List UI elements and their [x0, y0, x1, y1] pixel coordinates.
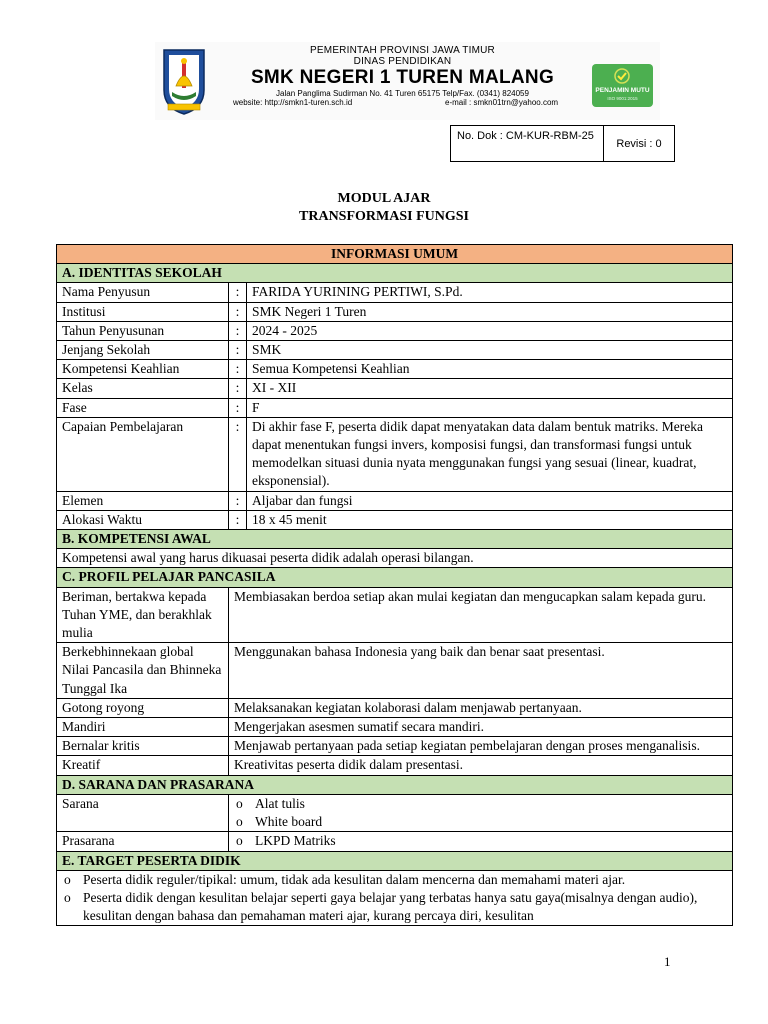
colon: : — [229, 379, 247, 398]
profile-description: Menggunakan bahasa Indonesia yang baik dan benar saat presentasi. — [229, 643, 733, 699]
list-item: o Alat tulis — [234, 795, 727, 813]
identity-value: FARIDA YURINING PERTIWI, S.Pd. — [247, 283, 733, 302]
school-email: e-mail : smkn01trn@yahoo.com — [445, 98, 559, 107]
identity-row — [57, 360, 733, 379]
colon: : — [229, 510, 247, 529]
profile-description: Mengerjakan asesmen sumatif secara mandiri. — [229, 718, 733, 737]
identity-value: 18 x 45 menit — [247, 510, 733, 529]
facility-list — [234, 795, 727, 831]
profile-row — [57, 587, 733, 643]
profile-dimension: Mandiri — [57, 718, 229, 737]
identity-value: Semua Kompetensi Keahlian — [247, 360, 733, 379]
identity-label: Institusi — [57, 302, 229, 321]
checkmark-icon — [614, 68, 630, 84]
identity-label: Tahun Penyusunan — [57, 321, 229, 340]
colon: : — [229, 398, 247, 417]
profile-description: Melaksanakan kegiatan kolaborasi dalam menjawab pertanyaan. — [229, 698, 733, 717]
target-list — [62, 871, 727, 926]
identity-value: SMK Negeri 1 Turen — [247, 302, 733, 321]
colon: : — [229, 283, 247, 302]
badge-sublabel: ISO 9001:2015 — [607, 96, 638, 101]
facility-label: Sarana — [57, 794, 229, 831]
profile-row — [57, 756, 733, 775]
profile-row — [57, 698, 733, 717]
identity-label: Alokasi Waktu — [57, 510, 229, 529]
government-name: PEMERINTAH PROVINSI JAWA TIMUR — [310, 45, 495, 56]
identity-label: Nama Penyusun — [57, 283, 229, 302]
profile-dimension: Kreatif — [57, 756, 229, 775]
letterhead — [155, 42, 660, 120]
facility-row — [57, 832, 733, 851]
profile-dimension: Berkebhinnekaan global Nilai Pancasila dan Bhinneka Tunggal Ika — [57, 643, 229, 699]
quality-assurance-badge — [592, 64, 653, 107]
page-number: 1 — [664, 954, 671, 969]
module-title-line-2: TRANSFORMASI FUNGSI — [299, 209, 469, 224]
module-title-line-1: MODUL AJAR — [337, 191, 431, 206]
module-title — [0, 190, 768, 226]
identity-label: Fase — [57, 398, 229, 417]
document-code-box — [450, 125, 675, 162]
identity-row — [57, 491, 733, 510]
revision-number: Revisi : 0 — [616, 137, 662, 150]
section-facilities: D. SARANA DAN PRASARANA — [57, 775, 733, 794]
school-address: Jalan Panglima Sudirman No. 41 Turen 65175 Telp/Fax. (0341) 824059 — [276, 89, 529, 98]
identity-value: Aljabar dan fungsi — [247, 491, 733, 510]
identity-label: Elemen — [57, 491, 229, 510]
identity-label: Jenjang Sekolah — [57, 341, 229, 360]
facility-items — [229, 794, 733, 831]
identity-row — [57, 321, 733, 340]
colon: : — [229, 360, 247, 379]
east-java-crest-icon — [160, 46, 208, 116]
section-initial-competence: B. KOMPETENSI AWAL — [57, 530, 733, 549]
profile-dimension: Beriman, bertakwa kepada Tuhan YME, dan berakhlak mulia — [57, 587, 229, 643]
target-students-cell — [57, 870, 733, 926]
identity-label: Kelas — [57, 379, 229, 398]
colon: : — [229, 491, 247, 510]
profile-dimension: Gotong royong — [57, 698, 229, 717]
profile-description: Kreativitas peserta didik dalam presentasi. — [229, 756, 733, 775]
identity-value: 2024 - 2025 — [247, 321, 733, 340]
identity-label: Capaian Pembelajaran — [57, 417, 229, 491]
initial-competence-text: Kompetensi awal yang harus dikuasai peserta didik adalah operasi bilangan. — [57, 549, 733, 568]
school-name: SMK NEGERI 1 TUREN MALANG — [250, 67, 555, 88]
profile-description: Membiasakan berdoa setiap akan mulai kegiatan dan mengucapkan salam kepada guru. — [229, 587, 733, 643]
profile-row — [57, 718, 733, 737]
identity-row — [57, 283, 733, 302]
colon: : — [229, 321, 247, 340]
identity-row — [57, 417, 733, 491]
colon: : — [229, 341, 247, 360]
colon: : — [229, 302, 247, 321]
list-item: o LKPD Matriks — [234, 832, 727, 850]
identity-row — [57, 302, 733, 321]
identity-value: F — [247, 398, 733, 417]
facility-label: Prasarana — [57, 832, 229, 851]
identity-row — [57, 341, 733, 360]
table-header: INFORMASI UMUM — [57, 245, 733, 264]
badge-label: PENJAMIN MUTU — [595, 87, 650, 94]
agency-name: DINAS PENDIDIKAN — [353, 56, 452, 67]
profile-description: Menjawab pertanyaan pada setiap kegiatan pembelajaran dengan proses menganalisis. — [229, 737, 733, 756]
identity-value: SMK — [247, 341, 733, 360]
profile-dimension: Bernalar kritis — [57, 737, 229, 756]
facility-row — [57, 794, 733, 831]
facility-items — [229, 832, 733, 851]
identity-row — [57, 510, 733, 529]
general-information-table — [56, 244, 733, 926]
section-target-students: E. TARGET PESERTA DIDIK — [57, 851, 733, 870]
identity-label: Kompetensi Keahlian — [57, 360, 229, 379]
list-item: o White board — [234, 813, 727, 831]
profile-row — [57, 643, 733, 699]
identity-row — [57, 398, 733, 417]
facility-list — [234, 832, 727, 850]
profile-row — [57, 737, 733, 756]
section-pancasila-profile: C. PROFIL PELAJAR PANCASILA — [57, 568, 733, 587]
list-item: o Peserta didik dengan kesulitan belajar seperti gaya belajar yang terbatas hanya satu gaya(misalnya dengan audio), kesulitan dengan bahasa dan pemahaman materi ajar, kurang percaya diri, kesulitan — [62, 889, 727, 925]
identity-value: XI - XII — [247, 379, 733, 398]
section-school-identity: A. IDENTITAS SEKOLAH — [57, 264, 733, 283]
school-website: website: http://smkn1-turen.sch.id — [233, 98, 353, 107]
letterhead-text — [235, 45, 570, 99]
document-number: No. Dok : CM-KUR-RBM-25 — [451, 126, 604, 161]
identity-value: Di akhir fase F, peserta didik dapat menyatakan data dalam bentuk matriks. Mereka dapat menentukan fungsi invers, komposisi fungsi, dan transformasi fungsi untuk memodelkan situasi dunia nyata menggunakan fungsi yang sesuai (linear, kuadrat, eksponensial). — [247, 417, 733, 491]
colon: : — [229, 417, 247, 491]
identity-row — [57, 379, 733, 398]
list-item: o Peserta didik reguler/tipikal: umum, tidak ada kesulitan dalam mencerna dan memahami materi ajar. — [62, 871, 727, 889]
